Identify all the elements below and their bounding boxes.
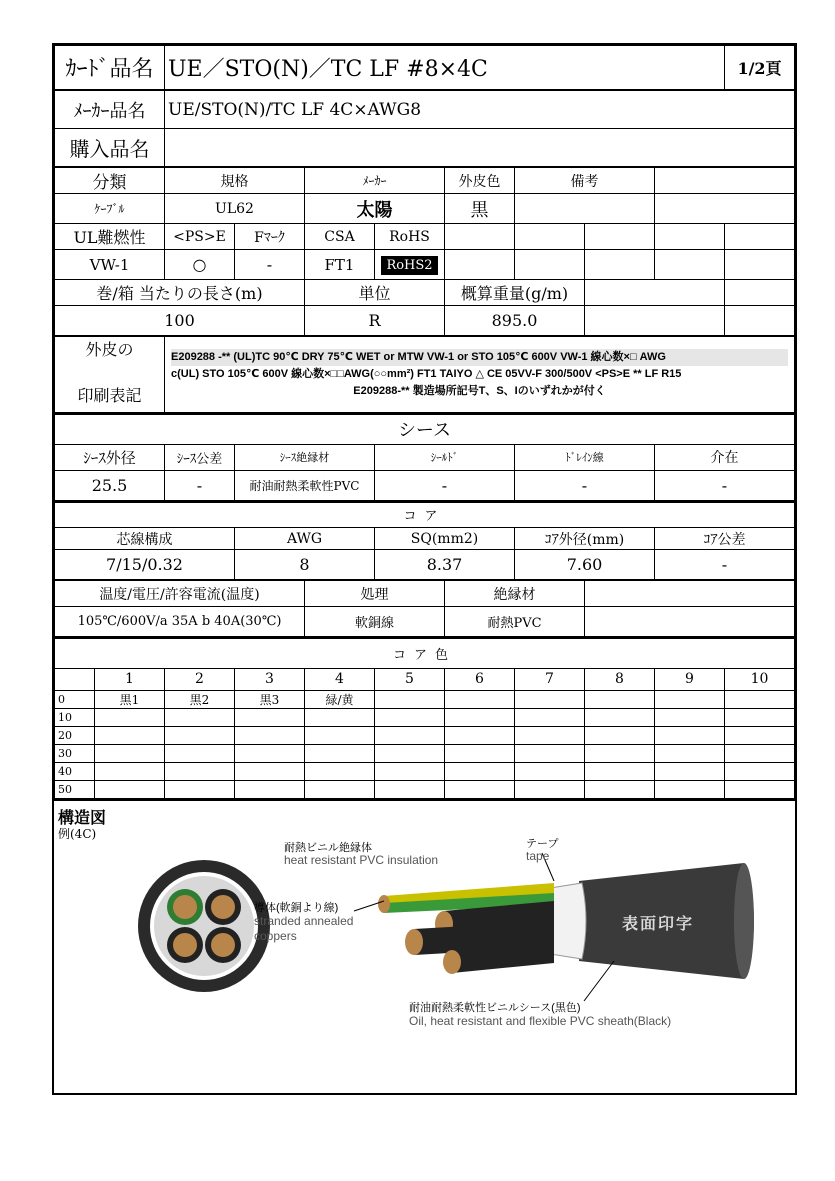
core-header-2: SQ(mm2) bbox=[375, 528, 515, 550]
core-color-cell bbox=[515, 708, 585, 726]
core-color-cell bbox=[725, 780, 795, 798]
core-color-cell bbox=[375, 744, 445, 762]
core-value-4: - bbox=[655, 550, 795, 580]
surface-print-label: 表面印字 bbox=[622, 915, 695, 933]
blank-cell bbox=[515, 194, 655, 224]
col-header: 5 bbox=[375, 668, 445, 690]
core-header-0: 芯線構成 bbox=[55, 528, 235, 550]
core-color-cell bbox=[515, 780, 585, 798]
blank-cell bbox=[55, 668, 95, 690]
classify-header-3: 外皮色 bbox=[445, 168, 515, 194]
core-table-2 bbox=[54, 580, 795, 637]
core-color-cell bbox=[305, 708, 375, 726]
core-color-cell bbox=[725, 690, 795, 708]
core-color-cell bbox=[305, 762, 375, 780]
sheath-header-2: ｼｰｽ絶縁材 bbox=[235, 444, 375, 470]
classify-header-0: 分類 bbox=[55, 168, 165, 194]
length-value: 100 bbox=[55, 306, 305, 336]
classify-header-2: ﾒｰｶｰ bbox=[305, 168, 445, 194]
core2-header-1: 処理 bbox=[305, 581, 445, 607]
sheath-value-4: - bbox=[515, 470, 655, 500]
spec-grid bbox=[54, 167, 795, 336]
core2-value-2: 耐熱PVC bbox=[445, 607, 585, 637]
blank-cell bbox=[725, 224, 795, 250]
col-header: 8 bbox=[585, 668, 655, 690]
header-table bbox=[54, 45, 795, 90]
core-color-cell bbox=[95, 762, 165, 780]
core-color-row bbox=[55, 744, 795, 762]
core-header-4: ｺｱ公差 bbox=[655, 528, 795, 550]
row-index: 10 bbox=[55, 708, 95, 726]
sheath-value-0: 25.5 bbox=[55, 470, 165, 500]
core-color-cell: 黒3 bbox=[235, 690, 305, 708]
cross-section bbox=[138, 860, 270, 992]
core-color-cell bbox=[725, 708, 795, 726]
core-color-cell bbox=[585, 780, 655, 798]
rohs-badge: RoHS2 bbox=[381, 256, 437, 275]
row-index: 0 bbox=[55, 690, 95, 708]
spec-card bbox=[52, 43, 797, 1095]
sheath-header-5: 介在 bbox=[655, 444, 795, 470]
blank-cell bbox=[585, 306, 725, 336]
core-color-cell bbox=[655, 762, 725, 780]
flame-value-1: ○ bbox=[165, 250, 235, 280]
core-color-row bbox=[55, 726, 795, 744]
core-header-3: ｺｱ外径(mm) bbox=[515, 528, 655, 550]
maker-table bbox=[54, 90, 795, 167]
printing-line-2: c(UL) STO 105℃ 600V 線心数×□□AWG(○○mm²) FT1 TAIYO △ CE 05VV-F 300/500V <PS>E ** LF R15 bbox=[171, 368, 682, 380]
printing-text-cell bbox=[165, 337, 795, 413]
core-color-cell bbox=[375, 726, 445, 744]
core-value-1: 8 bbox=[235, 550, 375, 580]
unit-value: R bbox=[305, 306, 445, 336]
core-color-table bbox=[54, 637, 795, 799]
insulation-label-jp: 耐熱ビニル絶縁体 bbox=[284, 841, 372, 854]
flame-header-2: Fﾏｰｸ bbox=[235, 224, 305, 250]
core-color-cell: 黒2 bbox=[165, 690, 235, 708]
sheath-value-5: - bbox=[655, 470, 795, 500]
core-color-title: コア色 bbox=[55, 638, 795, 668]
core-color-cell bbox=[95, 708, 165, 726]
core-color-cell bbox=[95, 744, 165, 762]
flame-header-0: UL難燃性 bbox=[55, 224, 165, 250]
core-color-cell bbox=[445, 726, 515, 744]
core2-header-0: 温度/電圧/許容電流(温度) bbox=[55, 581, 305, 607]
core-color-cell bbox=[165, 762, 235, 780]
conductor-label-en-1: stranded annealed bbox=[254, 913, 354, 928]
printing-line-1: E209288 -** (UL)TC 90℃ DRY 75℃ WET or MTW VW-1 or STO 105℃ 600V VW-1 線心数×□ AWG bbox=[171, 349, 788, 366]
rohs-cell bbox=[375, 250, 445, 280]
core-color-cell bbox=[445, 780, 515, 798]
core-color-cell bbox=[585, 762, 655, 780]
blank-cell bbox=[515, 250, 585, 280]
core-color-cell bbox=[515, 744, 585, 762]
core-color-cell bbox=[305, 726, 375, 744]
purchase-name-value bbox=[165, 129, 795, 167]
core-color-cell bbox=[655, 780, 725, 798]
sheath-table bbox=[54, 413, 795, 501]
row-index: 40 bbox=[55, 762, 95, 780]
conductor-label-en-2: coppers bbox=[254, 928, 297, 943]
sheath-value-1: - bbox=[165, 470, 235, 500]
core-table bbox=[54, 501, 795, 581]
card-name-value: UE／STO(N)／TC LF #8×4C bbox=[165, 46, 725, 90]
maker-name-label: ﾒｰｶｰ品名 bbox=[55, 91, 165, 129]
core-color-row bbox=[55, 690, 795, 708]
core-color-cell bbox=[235, 726, 305, 744]
flame-value-3: FT1 bbox=[305, 250, 375, 280]
core2-value-0: 105℃/600V/a 35A b 40A(30℃) bbox=[55, 607, 305, 637]
core-color-cell bbox=[165, 726, 235, 744]
row-index: 50 bbox=[55, 780, 95, 798]
core-color-header-row bbox=[55, 668, 795, 690]
purchase-name-label: 購入品名 bbox=[55, 129, 165, 167]
blank-cell bbox=[655, 168, 795, 194]
printing-line-3: E209288-** 製造場所記号T、S、Iのいずれかが付く bbox=[353, 385, 606, 397]
core-color-cell bbox=[375, 708, 445, 726]
weight-header: 概算重量(g/m) bbox=[445, 280, 585, 306]
col-header: 3 bbox=[235, 668, 305, 690]
core-color-row bbox=[55, 708, 795, 726]
core-color-cell bbox=[655, 708, 725, 726]
col-header: 2 bbox=[165, 668, 235, 690]
printing-label-bottom: 印刷表記 bbox=[77, 386, 142, 405]
classify-header-4: 備考 bbox=[515, 168, 655, 194]
core-color-cell bbox=[515, 762, 585, 780]
sheath-value-3: - bbox=[375, 470, 515, 500]
classify-value-1: UL62 bbox=[165, 194, 305, 224]
core-value-0: 7/15/0.32 bbox=[55, 550, 235, 580]
core-color-cell bbox=[445, 762, 515, 780]
core2-value-1: 軟銅線 bbox=[305, 607, 445, 637]
unit-header: 単位 bbox=[305, 280, 445, 306]
blank-cell bbox=[585, 280, 725, 306]
blank-cell bbox=[515, 224, 585, 250]
blank-cell bbox=[725, 250, 795, 280]
core-color-cell: 緑/黄 bbox=[305, 690, 375, 708]
sheath-title: シース bbox=[55, 414, 795, 444]
classify-value-3: 黒 bbox=[445, 194, 515, 224]
flame-header-1: <PS>E bbox=[165, 224, 235, 250]
insulation-label-en: heat resistant PVC insulation bbox=[284, 852, 439, 867]
blank-cell bbox=[585, 607, 795, 637]
tape-label-en: tape bbox=[526, 848, 550, 863]
blank-cell bbox=[585, 250, 655, 280]
blank-cell bbox=[655, 224, 725, 250]
printing-label-top: 外皮の bbox=[85, 340, 134, 359]
core-color-cell bbox=[235, 780, 305, 798]
conductor-label-jp: 導体(軟銅より線) bbox=[254, 901, 339, 914]
classify-value-2: 太陽 bbox=[305, 194, 445, 224]
core-color-cell bbox=[305, 744, 375, 762]
blank-cell bbox=[725, 280, 795, 306]
sheath-label-en: Oil, heat resistant and flexible PVC sheath(Black) bbox=[409, 1013, 672, 1028]
length-header: 巻/箱 当たりの長さ(m) bbox=[55, 280, 305, 306]
core-value-2: 8.37 bbox=[375, 550, 515, 580]
blank-cell bbox=[655, 194, 795, 224]
core-color-cell bbox=[655, 726, 725, 744]
flame-header-4: RoHS bbox=[375, 224, 445, 250]
core-color-cell bbox=[235, 744, 305, 762]
core-color-cell bbox=[585, 708, 655, 726]
core-color-cell bbox=[165, 780, 235, 798]
core-color-cell bbox=[235, 762, 305, 780]
structure-example: 例(4C) bbox=[58, 826, 97, 841]
core-color-cell bbox=[305, 780, 375, 798]
classify-value-0: ｹｰﾌﾞﾙ bbox=[55, 194, 165, 224]
classify-header-1: 規格 bbox=[165, 168, 305, 194]
col-header: 6 bbox=[445, 668, 515, 690]
core-color-cell bbox=[95, 726, 165, 744]
core-color-cell bbox=[375, 780, 445, 798]
blank-cell bbox=[445, 250, 515, 280]
structure-title: 構造図 bbox=[58, 807, 107, 827]
row-index: 30 bbox=[55, 744, 95, 762]
col-header: 1 bbox=[95, 668, 165, 690]
row-index: 20 bbox=[55, 726, 95, 744]
page-number: 1/2頁 bbox=[725, 46, 795, 90]
sheath-label-jp: 耐油耐熱柔軟性ビニルシース(黒色) bbox=[409, 1001, 581, 1014]
core-color-row bbox=[55, 780, 795, 798]
col-header: 7 bbox=[515, 668, 585, 690]
weight-value: 895.0 bbox=[445, 306, 585, 336]
core-color-cell bbox=[515, 690, 585, 708]
blank-cell bbox=[655, 250, 725, 280]
core-color-cell bbox=[725, 762, 795, 780]
tape-label-jp: テープ bbox=[526, 837, 559, 850]
core-color-cell bbox=[445, 744, 515, 762]
card-name-label: ｶｰﾄﾞ品名 bbox=[55, 46, 165, 90]
flame-header-3: CSA bbox=[305, 224, 375, 250]
core-color-cell bbox=[655, 744, 725, 762]
core-color-cell: 黒1 bbox=[95, 690, 165, 708]
core-color-cell bbox=[95, 780, 165, 798]
sheath-header-1: ｼｰｽ公差 bbox=[165, 444, 235, 470]
blank-cell bbox=[585, 224, 655, 250]
col-header: 9 bbox=[655, 668, 725, 690]
blank-cell bbox=[725, 306, 795, 336]
core-color-cell bbox=[375, 762, 445, 780]
flame-value-0: VW-1 bbox=[55, 250, 165, 280]
core-color-cell bbox=[515, 726, 585, 744]
printing-table bbox=[54, 336, 795, 413]
core-color-cell bbox=[585, 726, 655, 744]
printing-label-cell bbox=[55, 337, 165, 413]
col-header: 10 bbox=[725, 668, 795, 690]
core-color-cell bbox=[655, 690, 725, 708]
core2-header-2: 絶縁材 bbox=[445, 581, 585, 607]
blank-cell bbox=[445, 224, 515, 250]
core-color-cell bbox=[445, 690, 515, 708]
flame-value-2: - bbox=[235, 250, 305, 280]
core-color-cell bbox=[445, 708, 515, 726]
core-color-cell bbox=[725, 726, 795, 744]
col-header: 4 bbox=[305, 668, 375, 690]
core-color-cell bbox=[725, 744, 795, 762]
structure-diagram bbox=[54, 799, 795, 1045]
sheath-value-2: 耐油耐熱柔軟性PVC bbox=[235, 470, 375, 500]
core-color-cell bbox=[585, 690, 655, 708]
core-color-cell bbox=[585, 744, 655, 762]
core-color-cell bbox=[235, 708, 305, 726]
sheath-header-3: ｼｰﾙﾄﾞ bbox=[375, 444, 515, 470]
core-header-1: AWG bbox=[235, 528, 375, 550]
core-value-3: 7.60 bbox=[515, 550, 655, 580]
core-color-cell bbox=[165, 744, 235, 762]
sheath-header-4: ﾄﾞﾚｲﾝ線 bbox=[515, 444, 655, 470]
core-color-row bbox=[55, 762, 795, 780]
core-title: コア bbox=[55, 502, 795, 528]
maker-name-value: UE/STO(N)/TC LF 4C×AWG8 bbox=[165, 91, 795, 129]
core-color-cell bbox=[375, 690, 445, 708]
core-color-cell bbox=[165, 708, 235, 726]
sheath-header-0: ｼｰｽ外径 bbox=[55, 444, 165, 470]
blank-cell bbox=[585, 581, 795, 607]
